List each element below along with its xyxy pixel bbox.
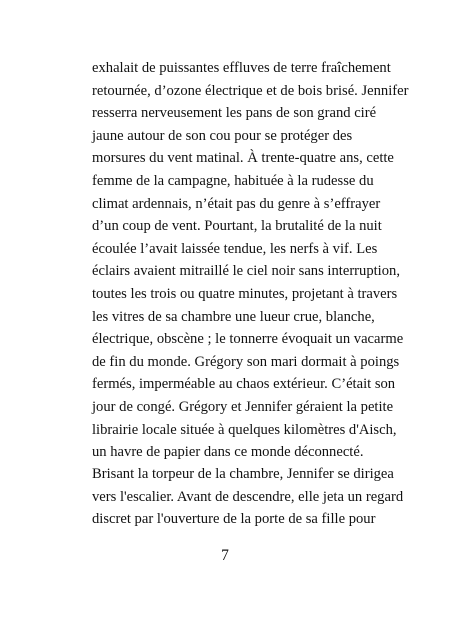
text-line: resserra nerveusement les pans de son grand ciré	[92, 105, 377, 122]
text-line: jaune autour de son cou pour se protéger des	[92, 127, 353, 144]
text-line: éclairs avaient mitraillé le ciel noir sans interruption,	[92, 263, 400, 280]
text-line: morsures du vent matinal. À trente-quatre ans, cette	[92, 150, 394, 167]
text-line: climat ardennais, n’était pas du genre à s’effrayer	[92, 195, 381, 212]
text-line: électrique, obscène ; le tonnerre évoquait un vacarme	[92, 331, 404, 348]
text-line: Brisant la torpeur de la chambre, Jennifer se dirigea	[92, 466, 394, 482]
text-line: retournée, d’ozone électrique et de bois brisé. Jennifer	[92, 82, 409, 99]
text-line: de fin du monde. Grégory son mari dormait à poings	[92, 353, 400, 370]
text-line: jour de congé. Grégory et Jennifer géraient la petite	[92, 398, 394, 415]
text-line: écoulée l’avait laissée tendue, les nerfs à vif. Les	[92, 240, 378, 257]
text-line: un havre de papier dans ce monde déconnecté.	[92, 444, 364, 461]
text-line: toutes les trois ou quatre minutes, projetant à travers	[92, 285, 398, 302]
text-line: exhalait de puissantes effluves de terre fraîchement	[92, 60, 391, 76]
text-line: discret par l'ouverture de la porte de sa fille pour	[92, 511, 376, 528]
text-line: d’un coup de vent. Pourtant, la brutalité de la nuit	[92, 218, 382, 235]
text-line: fermés, imperméable au chaos extérieur. C’était son	[92, 376, 396, 393]
text-line: les vitres de sa chambre une lueur crue, blanche,	[92, 308, 375, 325]
text-line: librairie locale située à quelques kilomètres d'Aisch,	[92, 421, 397, 438]
text-line: vers l'escalier. Avant de descendre, elle jeta un regard	[92, 488, 404, 505]
paragraph-2	[92, 463, 404, 531]
page-number: 7	[221, 547, 229, 564]
text-line: femme de la campagne, habituée à la rudesse du	[92, 172, 374, 189]
paragraph-1	[92, 57, 409, 464]
